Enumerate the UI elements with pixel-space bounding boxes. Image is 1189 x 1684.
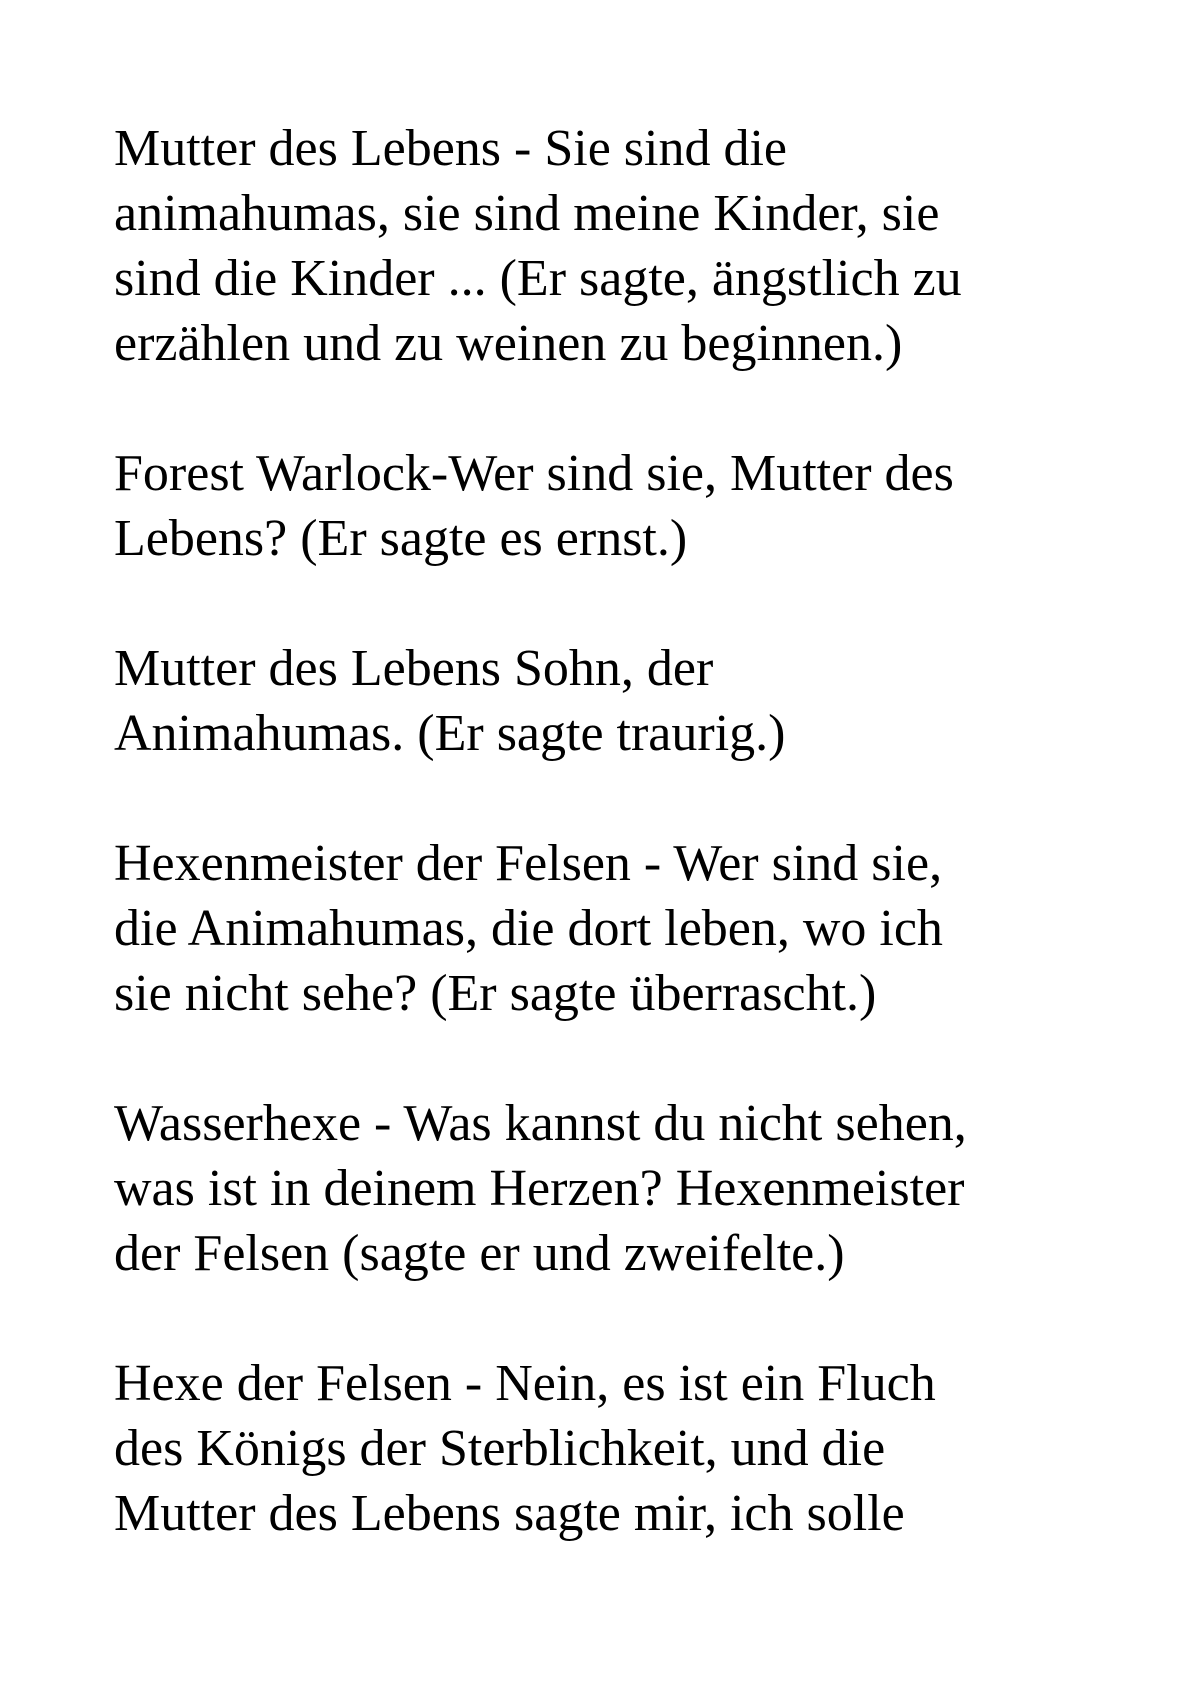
text-line: Forest Warlock-Wer sind sie, Mutter des [114,445,954,502]
text-line: Mutter des Lebens sagte mir, ich solle [114,1485,905,1542]
text-line: sie nicht sehe? (Er sagte überrascht.) [114,965,877,1022]
text-line: Mutter des Lebens - Sie sind die [114,120,787,177]
text-line: erzählen und zu weinen zu beginnen.) [114,315,903,372]
paragraph-wasserhexe [114,1091,1074,1286]
paragraph-mutter-des-lebens-1 [114,116,1074,376]
text-line: was ist in deinem Herzen? Hexenmeister [114,1160,965,1217]
paragraph-hexe-der-felsen [114,1351,1074,1546]
paragraph-forest-warlock [114,441,1074,571]
text-line: animahumas, sie sind meine Kinder, sie [114,185,940,242]
text-line: die Animahumas, die dort leben, wo ich [114,900,943,957]
text-line: Wasserhexe - Was kannst du nicht sehen, [114,1095,967,1152]
text-line: Hexe der Felsen - Nein, es ist ein Fluch [114,1355,936,1412]
text-line: Animahumas. (Er sagte traurig.) [114,705,786,762]
text-line: des Königs der Sterblichkeit, und die [114,1420,886,1477]
text-line: der Felsen (sagte er und zweifelte.) [114,1225,845,1282]
text-line: Lebens? (Er sagte es ernst.) [114,510,688,567]
text-line: sind die Kinder ... (Er sagte, ängstlich zu [114,250,962,307]
text-line: Mutter des Lebens Sohn, der [114,640,714,697]
text-line: Hexenmeister der Felsen - Wer sind sie, [114,835,943,892]
paragraph-hexenmeister-der-felsen [114,831,1074,1026]
paragraph-mutter-des-lebens-2 [114,636,1074,766]
